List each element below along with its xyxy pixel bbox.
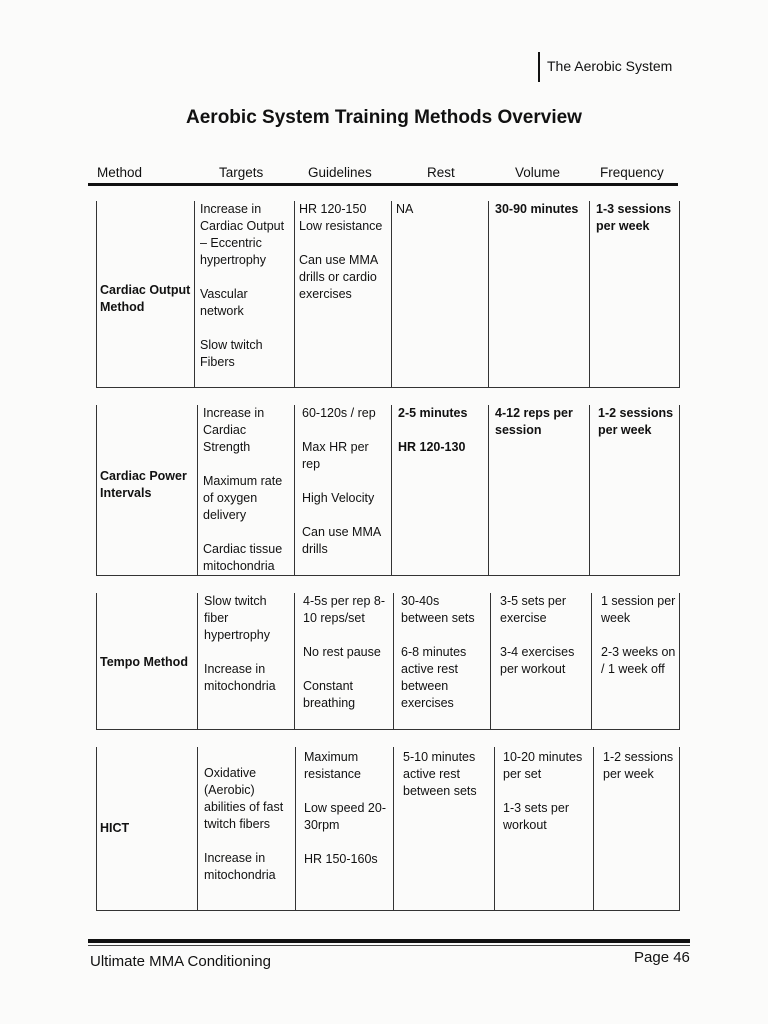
- footer-rule: [88, 939, 690, 943]
- table-row: [96, 593, 680, 730]
- guidelines-cell: 4-5s per rep 8-10 reps/set No rest pause Constant breathing: [303, 594, 385, 710]
- method-name: Cardiac Power Intervals: [100, 469, 187, 500]
- col-header-method: Method: [97, 165, 143, 180]
- table-row: [96, 747, 680, 911]
- table-row: [96, 405, 680, 576]
- frequency-cell: 1 session per week 2-3 weeks on / 1 week off: [601, 594, 676, 676]
- col-header-targets: Targets: [219, 165, 264, 180]
- targets-cell: Increase in Cardiac Strength Maximum rate of oxygen delivery Cardiac tissue mitochondria: [203, 406, 283, 573]
- col-header-rest: Rest: [427, 165, 455, 180]
- method-name: Cardiac Output Method: [100, 283, 191, 314]
- volume-cell: 3-5 sets per exercise 3-4 exercises per workout: [500, 594, 575, 676]
- col-header-volume: Volume: [515, 165, 561, 180]
- running-header: The Aerobic System: [547, 58, 673, 74]
- targets-cell: Oxidative (Aerobic) abilities of fast twitch fibers Increase in mitochondria: [204, 766, 284, 882]
- method-name: Tempo Method: [100, 655, 188, 669]
- frequency-cell: 1-3 sessions per week: [596, 202, 672, 233]
- frequency-cell: 1-2 sessions per week: [598, 406, 674, 437]
- guidelines-cell: 60-120s / rep Max HR per rep High Velocity Can use MMA drills: [302, 406, 381, 556]
- rest-cell: NA: [396, 202, 414, 216]
- footer-rule-thin: [88, 945, 690, 946]
- page-title: Aerobic System Training Methods Overview: [186, 107, 582, 128]
- header-rule: [88, 183, 678, 186]
- guidelines-cell: Maximum resistance Low speed 20-30rpm HR 150-160s: [304, 750, 387, 866]
- volume-cell: 4-12 reps per session: [495, 406, 573, 437]
- table-row: [96, 201, 680, 388]
- volume-cell: 10-20 minutes per set 1-3 sets per workout: [503, 750, 583, 832]
- frequency-cell: 1-2 sessions per week: [603, 750, 674, 781]
- targets-cell: Slow twitch fiber hypertrophy Increase in mitochondria: [204, 594, 276, 693]
- col-header-frequency: Frequency: [600, 165, 664, 180]
- method-name: HICT: [100, 821, 130, 835]
- col-header-guidelines: Guidelines: [308, 165, 372, 180]
- footer-book-title: Ultimate MMA Conditioning: [90, 953, 271, 970]
- targets-cell: Increase in Cardiac Output – Eccentric hypertrophy Vascular network Slow twitch Fibers: [200, 202, 285, 369]
- rest-cell: 5-10 minutes active rest between sets: [403, 750, 477, 798]
- header-divider: [538, 52, 540, 82]
- volume-cell: 30-90 minutes: [495, 202, 579, 216]
- rest-cell: 2-5 minutes HR 120-130: [398, 406, 468, 454]
- page-number: Page 46: [634, 949, 690, 966]
- guidelines-cell: HR 120-150 Low resistance Can use MMA drills or cardio exercises: [299, 202, 383, 301]
- rest-cell: 30-40s between sets 6-8 minutes active rest between exercises: [401, 594, 475, 710]
